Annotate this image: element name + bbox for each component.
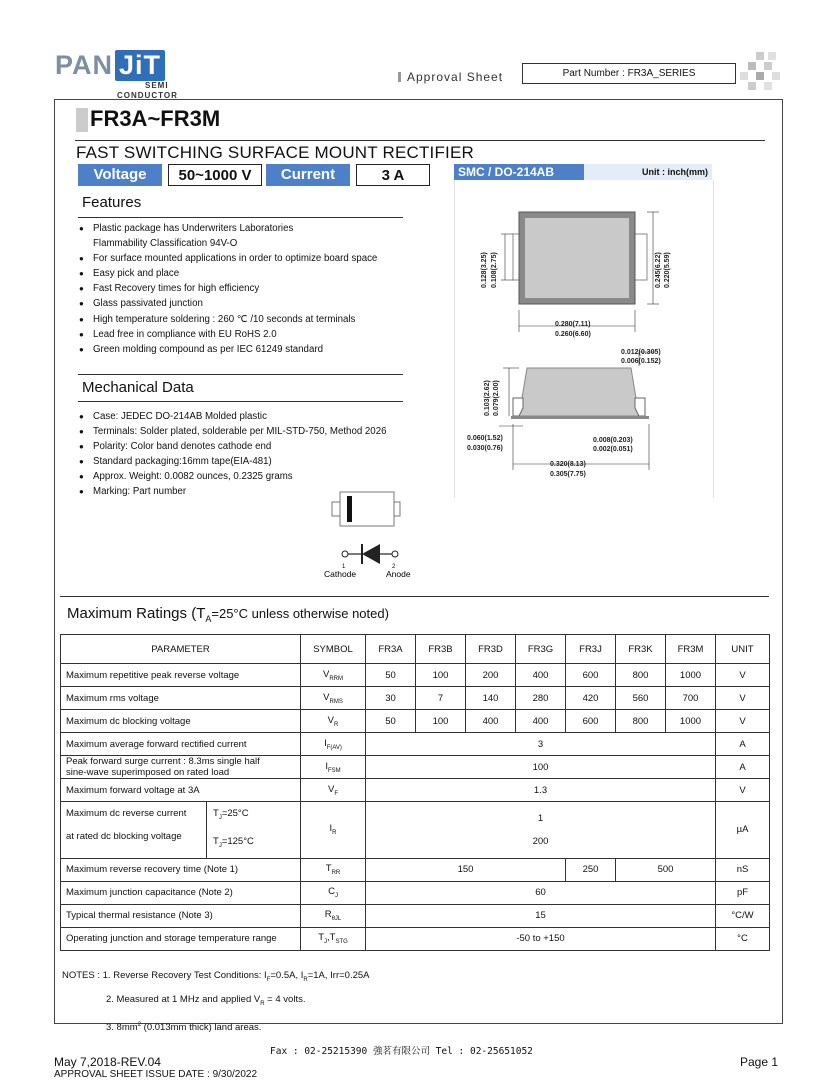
mechanical-item: ● Standard packaging:16mm tape(EIA-481) [79,454,386,469]
logo-jit-text: JiT [115,50,165,81]
footer-revision: May 7,2018-REV.04 [54,1055,161,1069]
dim-text: 0.103(2.62) [484,380,491,416]
part-number-box: Part Number : FR3A_SERIES [522,63,736,84]
unit-cell: V [716,664,770,687]
approval-sheet-label: Approval Sheet [407,70,504,84]
table-row: Operating junction and storage temperature range $T_J,T_{STG}$ -50 to +150 °C [61,927,770,950]
cathode-label: Cathode [324,569,357,579]
dim-text: 0.006(0.152) [621,358,661,365]
symbol-cell: $R_{\theta JL}$ [301,904,366,927]
table-row: Maximum dc reverse current at rated dc blocking voltage $T_J=25^\circ C$ $T_J=125^\circ C$ $I_R$ 1 200 µA [61,802,770,859]
package-name: SMC / DO-214AB [454,164,588,180]
param-cell: Maximum dc blocking voltage [61,710,301,733]
column-header: UNIT [716,635,770,664]
footer-page-number: Page 1 [740,1055,779,1069]
column-header: FR3J [566,635,616,664]
logo-sub-semi: SEMI [145,81,169,90]
dim-text: 0.220(5.59) [664,252,671,288]
table-row: Maximum repetitive peak reverse voltage $V_{RRM}$ 50 100 200 400 600 800 1000 V [61,664,770,687]
current-label: Current [266,164,350,186]
subtitle: FAST SWITCHING SURFACE MOUNT RECTIFIER [76,143,474,162]
table-header-row [61,635,770,664]
param-cell: Operating junction and storage temperature range [61,927,301,950]
features-heading: Features [82,194,142,211]
approval-marker [398,72,401,82]
ratings-table [60,634,770,951]
symbol-cell: $I_{F(AV)}$ [301,733,366,756]
symbol-cell: $V_F$ [301,779,366,802]
unit-cell: µA [716,802,770,859]
table-row: Maximum rms voltage $V_{RMS}$ 30 7 140 280 420 560 700 V [61,687,770,710]
symbol-cell: $T_{RR}$ [301,858,366,881]
pin1-label: 1 [342,564,346,570]
mechanical-item: ● Marking: Part number [79,484,386,499]
feature-item: ● Plastic package has Underwriters Laboratories [79,221,377,236]
symbol-cell: $I_R$ [301,802,366,859]
param-cell: Maximum reverse recovery time (Note 1) [61,858,301,881]
title-divider [75,140,765,141]
unit-cell: V [716,687,770,710]
unit-cell: pF [716,881,770,904]
dim-text: 0.280(7.11) [555,321,591,328]
column-header: FR3G [516,635,566,664]
symbol-cell: $I_{FSM}$ [301,756,366,779]
feature-item: ● For surface mounted applications in order to optimize board space [79,251,377,266]
mechanical-top-divider [78,374,403,375]
title-marker [76,108,88,132]
table-row: Maximum reverse recovery time (Note 1) $T_{RR}$ 150 250 500 nS [61,858,770,881]
note-3: 3. $8mm^2$ (0.013mm thick) land areas. [106,1021,262,1033]
unit-cell: V [716,710,770,733]
column-header: SYMBOL [301,635,366,664]
symbol-cell: $V_{RRM}$ [301,664,366,687]
symbol-cell: $V_{RMS}$ [301,687,366,710]
param-cell: Peak forward surge current : 8.3ms single half sine-wave superimposed on rated load [61,756,301,779]
note-2: 2. Measured at 1 MHz and applied $V_R = 4$ volts. [106,994,306,1008]
dim-text: 0.012(0.305) [621,349,661,356]
feature-item: ● High temperature soldering : 260 ℃ /10 seconds at terminals [79,312,377,327]
param-cell: Maximum junction capacitance (Note 2) [61,881,301,904]
anode-label: Anode [386,569,411,579]
diode-symbol-icon [318,540,418,584]
unit-cell: °C/W [716,904,770,927]
table-row: Maximum average forward rectified current $I_{F(AV)}$ 3 A [61,733,770,756]
feature-item: ● Fast Recovery times for high efficiency [79,281,377,296]
unit-cell: A [716,756,770,779]
voltage-value: 50~1000 V [168,164,262,186]
unit-cell: nS [716,858,770,881]
param-cell: Typical thermal resistance (Note 3) [61,904,301,927]
dim-text: 0.320(8.13) [550,461,586,468]
column-header: FR3K [616,635,666,664]
features-list [79,221,377,357]
note-1: NOTES : 1. Reverse Recovery Test Conditions: $I_F=0.5A$, $I_R=1A$, Irr=0.25A [62,970,370,983]
mechanical-heading: Mechanical Data [82,379,194,396]
symbol-cell: $C_J$ [301,881,366,904]
param-cell: Maximum average forward rectified current [61,733,301,756]
ratings-heading: Maximum Ratings ($T_A=25^\circ C$ unless otherwise noted) [67,605,389,624]
dim-text: 0.002(0.051) [593,446,633,453]
column-header: FR3D [466,635,516,664]
mechanical-item: ● Polarity: Color band denotes cathode end [79,439,386,454]
param-cell: Maximum repetitive peak reverse voltage [61,664,301,687]
footer-contact: Fax : 02-25215390 強茗有限公司 Tel : 02-25651052 [270,1046,533,1057]
column-header: FR3B [416,635,466,664]
unit-cell: V [716,779,770,802]
current-value: 3 A [356,164,430,186]
table-row: Maximum dc blocking voltage $V_R$ 50 100 400 400 600 800 1000 V [61,710,770,733]
mechanical-list [79,409,386,500]
param-cell: Maximum rms voltage [61,687,301,710]
feature-item: ● Green molding compound as per IEC 61249 standard [79,342,377,357]
param-cell: Maximum dc reverse current at rated dc blocking voltage $T_J=25^\circ C$ $T_J=125^\circ C$ [61,802,301,859]
dim-text: 0.108(2.75) [491,252,498,288]
dim-text: 0.030(0.76) [467,445,503,452]
ratings-divider [60,596,769,597]
logo-pan-text: PAN [55,50,114,80]
footer-issue-date: APPROVAL SHEET ISSUE DATE : 9/30/2022 [54,1069,258,1080]
dim-text: 0.305(7.75) [550,471,586,478]
feature-item: ● Glass passivated junction [79,296,377,311]
column-header: FR3A [366,635,416,664]
package-outline-drawing [454,180,714,498]
column-header: FR3M [666,635,716,664]
mechanical-item: ● Approx. Weight: 0.0082 ounces, 0.2325 grams [79,469,386,484]
mechanical-item: ● Case: JEDEC DO-214AB Molded plastic [79,409,386,424]
symbol-cell: $V_R$ [301,710,366,733]
symbol-cell: $T_J,T_{STG}$ [301,927,366,950]
dim-text: 0.008(0.203) [593,437,633,444]
table-row: Maximum forward voltage at 3A $V_F$ 1.3 V [61,779,770,802]
pin2-label: 2 [392,564,396,570]
notes [62,966,370,1038]
dim-text: 0.245(6.22) [655,252,662,288]
dim-text: 0.260(6.60) [555,331,591,338]
param-cell: Maximum forward voltage at 3A [61,779,301,802]
diode-package-icon [330,490,410,530]
dim-text: 0.079(2.00) [493,380,500,416]
feature-item: Flammability Classification 94V-O [93,238,238,250]
feature-item: ● Easy pick and place [79,266,377,281]
dim-text: 0.060(1.52) [467,435,503,442]
panjit-logo [55,50,178,101]
mechanical-divider [78,401,403,402]
voltage-label: Voltage [78,164,162,186]
package-unit: Unit : inch(mm) [584,164,712,180]
checker-pattern-icon [740,52,780,92]
mechanical-item: ● Terminals: Solder plated, solderable per MIL-STD-750, Method 2026 [79,424,386,439]
unit-cell: °C [716,927,770,950]
feature-item: ● Lead free in compliance with EU RoHS 2.0 [79,327,377,342]
dim-text: 0.128(3.25) [481,252,488,288]
features-divider [78,217,403,218]
logo-sub-conductor: CONDUCTOR [117,91,178,100]
page-title: FR3A~FR3M [90,106,221,131]
unit-cell: A [716,733,770,756]
table-row: Peak forward surge current : 8.3ms single half sine-wave superimposed on rated load $I_{FSM}$ 100 A [61,756,770,779]
table-row: Typical thermal resistance (Note 3) $R_{\theta JL}$ 15 °C/W [61,904,770,927]
table-row: Maximum junction capacitance (Note 2) $C_J$ 60 pF [61,881,770,904]
column-header: PARAMETER [61,635,301,664]
